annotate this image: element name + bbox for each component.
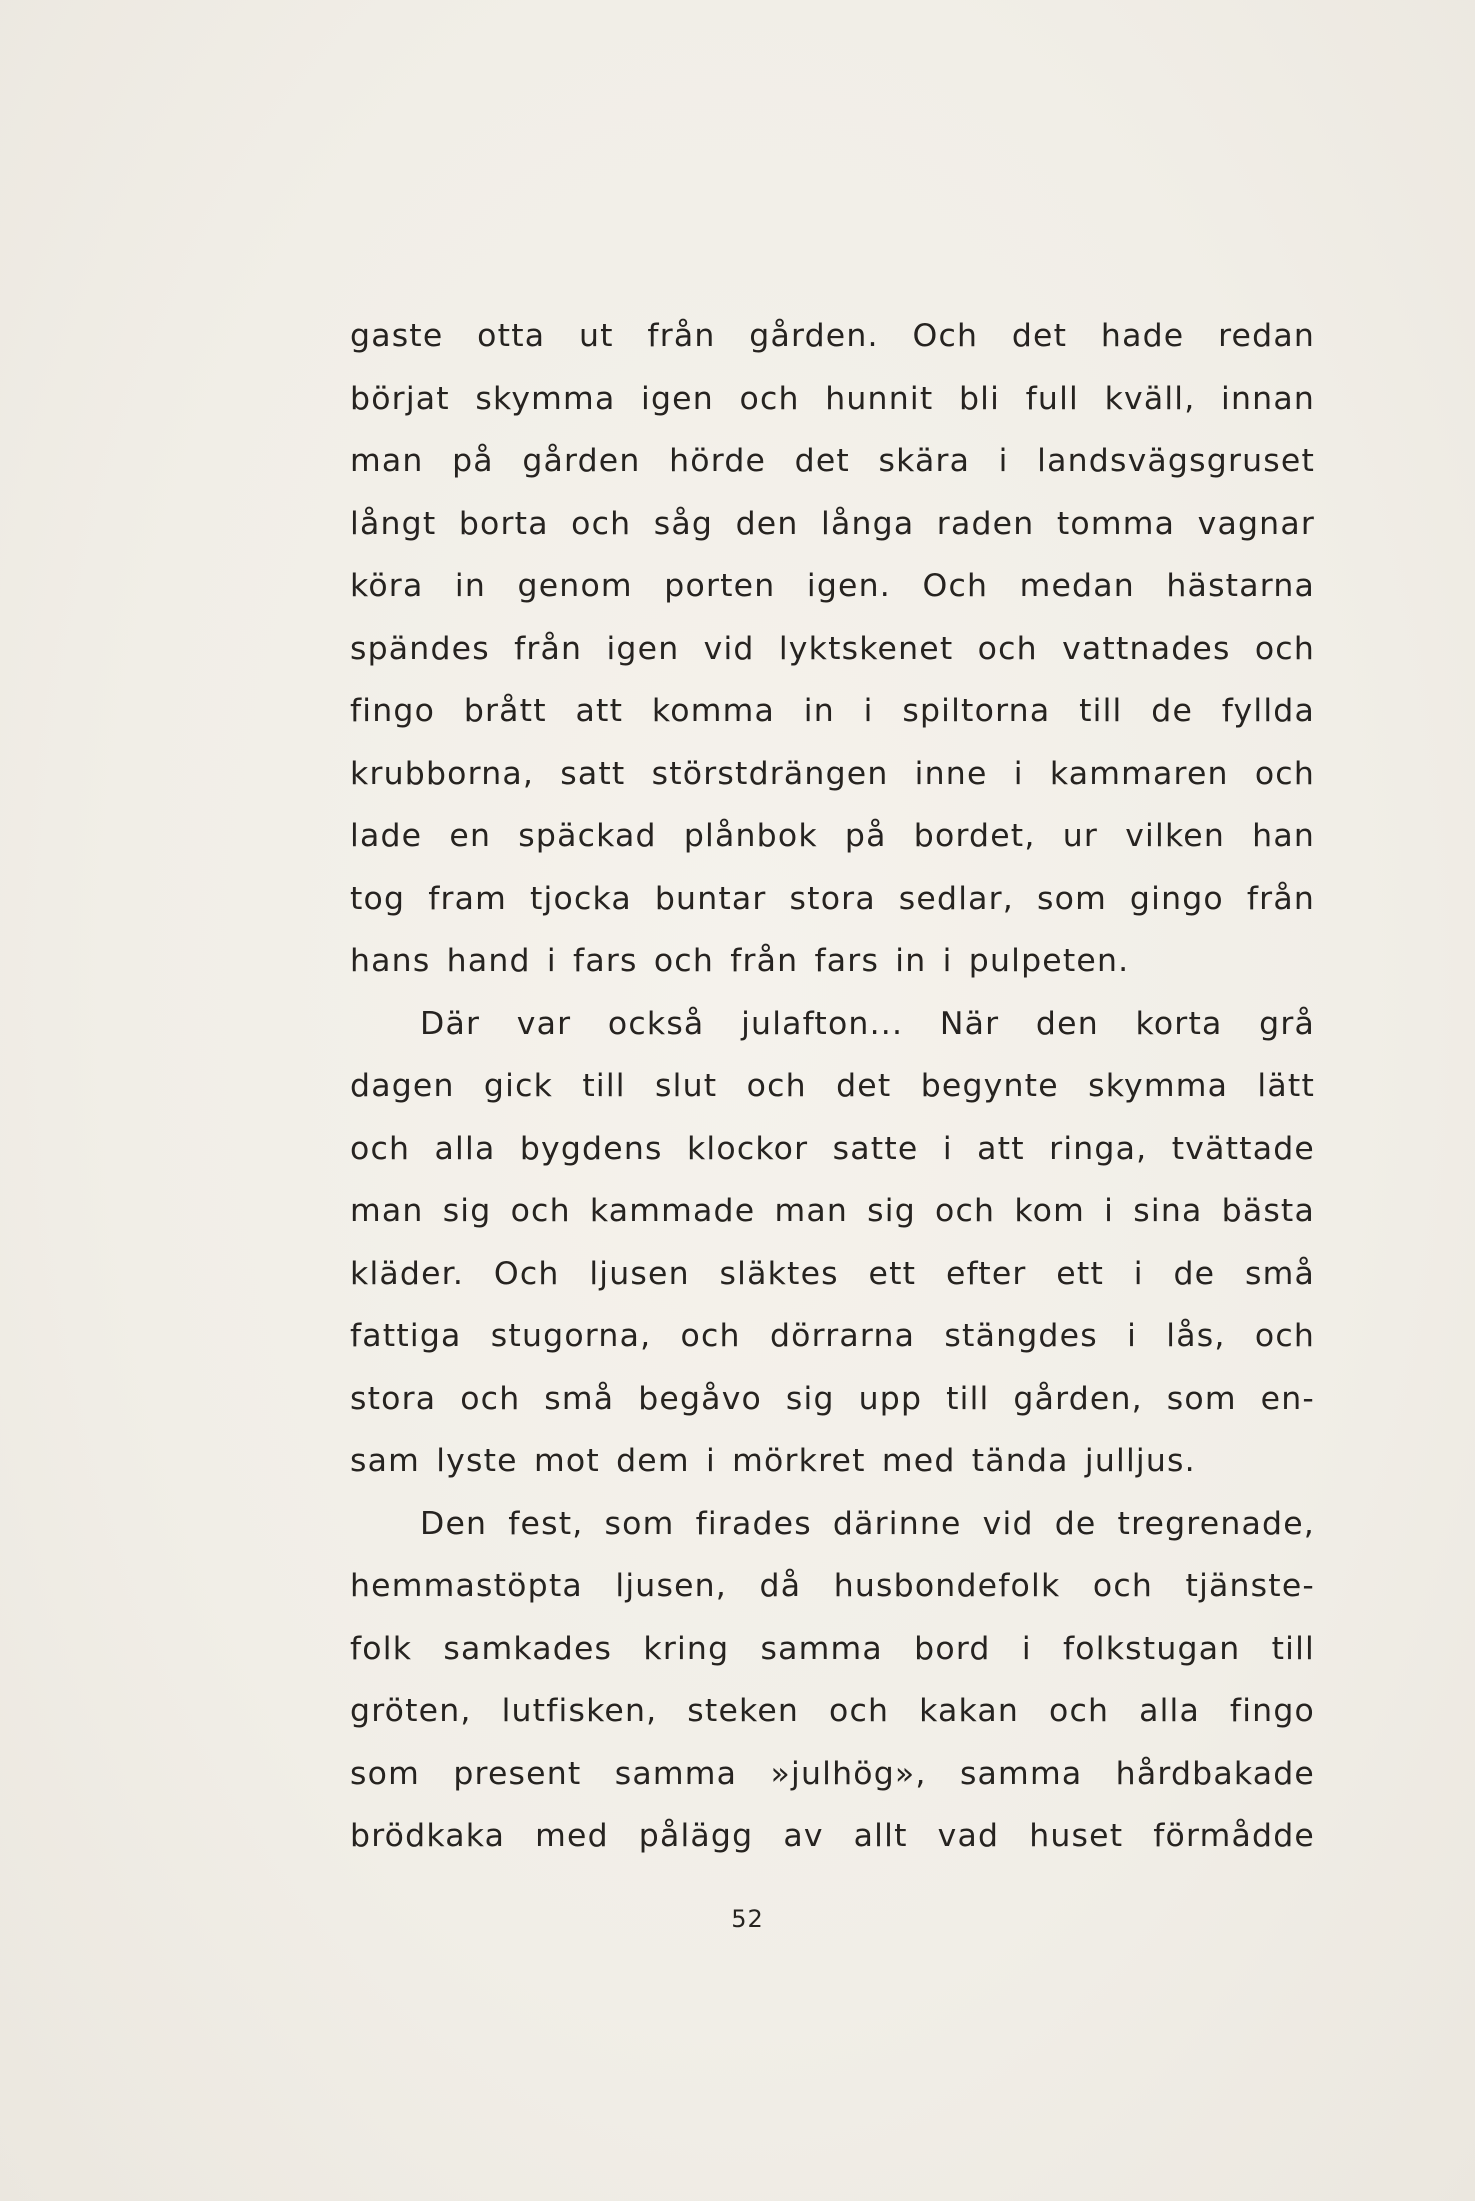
text-line: tog fram tjocka buntar stora sedlar, som gingo från — [350, 880, 1315, 917]
text-line: dagen gick till slut och det begynte skymma lätt — [350, 1068, 1315, 1104]
text-line: brödkaka med pålägg av allt vad huset förmådde — [350, 1818, 1315, 1854]
text-line: lade en späckad plånbok på bordet, ur vilken han — [350, 818, 1315, 854]
text-line: gaste otta ut från gården. Och det hade redan — [350, 318, 1315, 354]
text-line: spändes från igen vid lyktskenet och vattnades och — [350, 630, 1315, 667]
text-line: sam lyste mot dem i mörkret med tända julljus. — [350, 1443, 1196, 1479]
text-line: Den fest, som firades därinne vid de tregrenade, — [420, 1505, 1315, 1542]
text-line: krubborna, satt störstdrängen inne i kammaren och — [350, 755, 1315, 792]
text-line: man på gården hörde det skära i landsvägsgruset — [350, 443, 1315, 479]
text-line: långt borta och såg den långa raden tomma vagnar — [350, 505, 1315, 542]
text-line: gröten, lutfisken, steken och kakan och alla fingo — [350, 1693, 1315, 1729]
text-line: köra in genom porten igen. Och medan hästarna — [350, 568, 1315, 604]
text-line: kläder. Och ljusen släktes ett efter ett i de små — [350, 1255, 1315, 1292]
text-line: som present samma »julhög», samma hårdbakade — [350, 1755, 1315, 1792]
text-line: fattiga stugorna, och dörrarna stängdes i lås, och — [350, 1318, 1315, 1354]
text-line: och alla bygdens klockor satte i att ringa, tvättade — [350, 1130, 1315, 1167]
text-line: börjat skymma igen och hunnit bli full kväll, innan — [350, 380, 1315, 417]
text-line: stora och små begåvo sig upp till gården, som en- — [350, 1380, 1315, 1417]
text-line: fingo brått att komma in i spiltorna till de fyllda — [350, 693, 1315, 729]
text-line: folk samkades kring samma bord i folkstugan till — [350, 1630, 1315, 1667]
body-text — [350, 305, 1315, 1868]
text-line: Där var också julafton... När den korta grå — [420, 1005, 1315, 1042]
text-line: hemmastöpta ljusen, då husbondefolk och tjänste- — [350, 1568, 1315, 1604]
page-number: 52 — [731, 1905, 764, 1933]
text-line: man sig och kammade man sig och kom i sina bästa — [350, 1193, 1315, 1229]
text-line: hans hand i fars och från fars in i pulpeten. — [350, 943, 1130, 979]
